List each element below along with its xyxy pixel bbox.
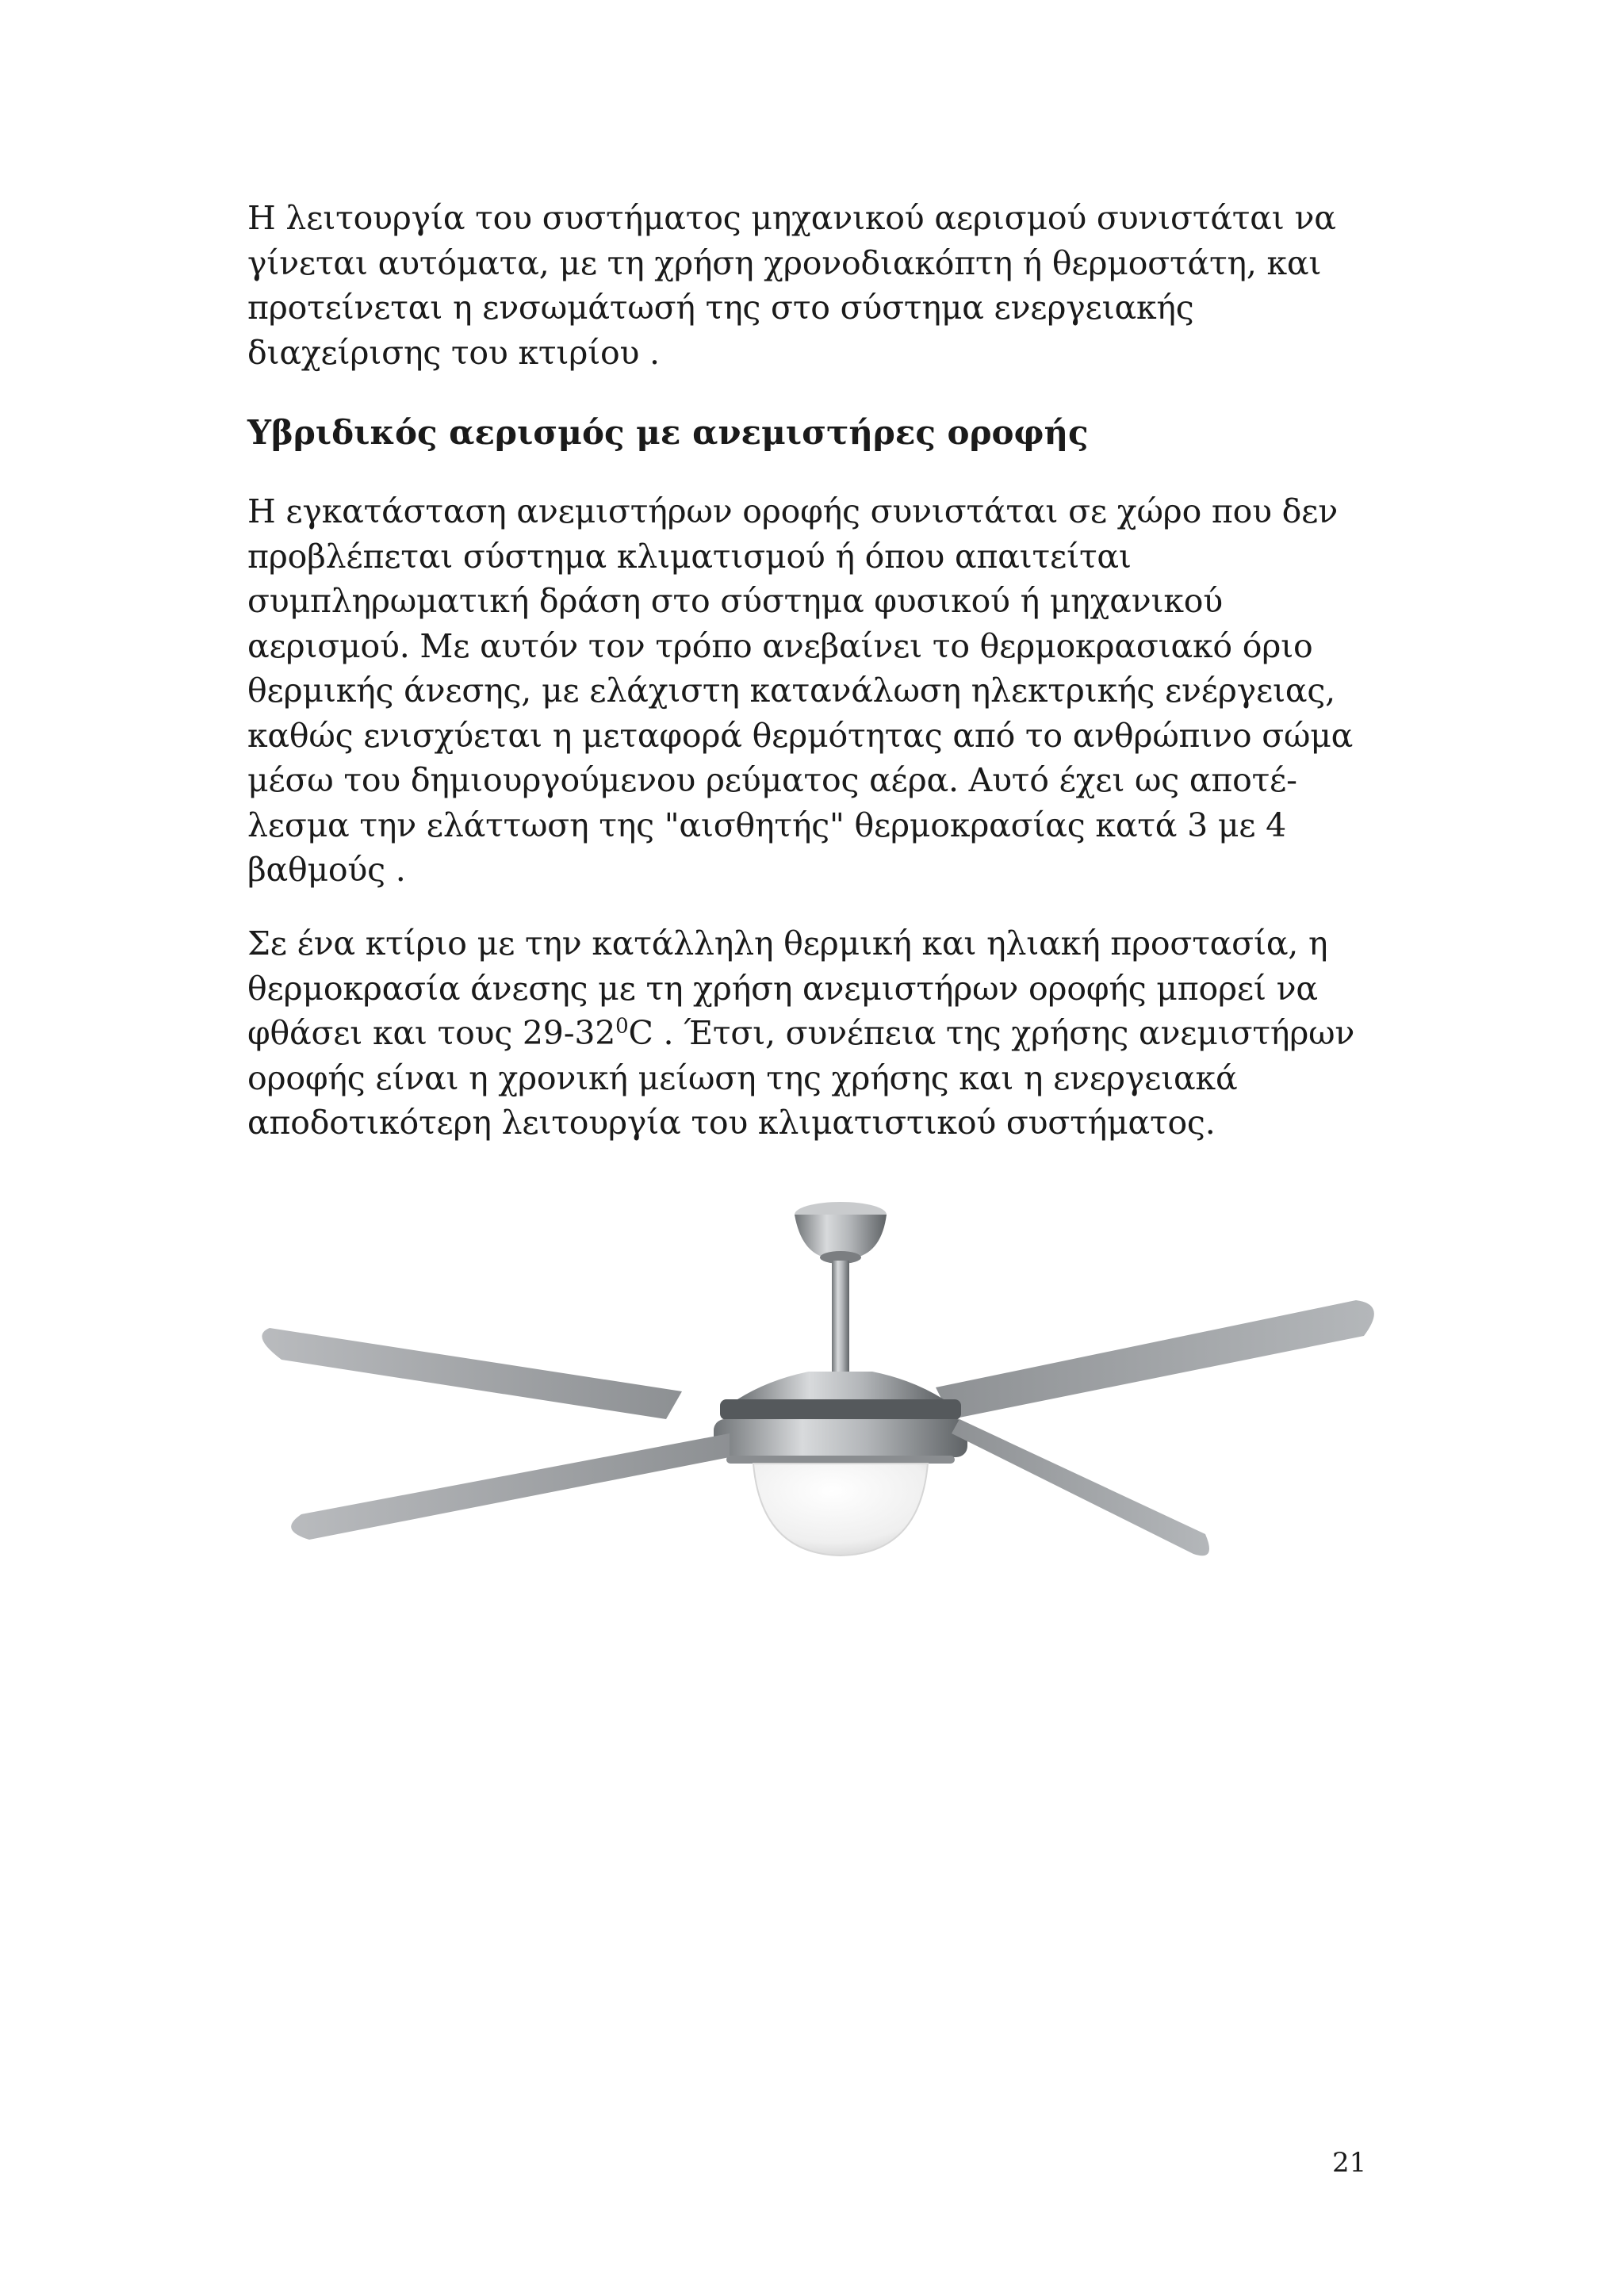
page-number: 21 bbox=[1332, 2147, 1367, 2179]
fan-blade-right-back bbox=[936, 1300, 1374, 1419]
light-globe bbox=[753, 1464, 928, 1556]
ceiling-fan-illustration bbox=[254, 1181, 1396, 1609]
paragraph-text-part: C . Έτσι, συνέπεια της χρήσης ανεμιστήρων οροφής είναι η χρονική μείωση της χρήσης και η ενεργειακά αποδοτικότερη λειτουργία του κλιματιστικού συστήματος. bbox=[247, 1014, 1355, 1142]
fan-blade-left-front bbox=[291, 1433, 730, 1540]
paragraph-comfort-temperature bbox=[247, 921, 1381, 1146]
paragraph-ceiling-fans bbox=[247, 489, 1381, 893]
paragraph-text bbox=[247, 921, 1381, 1146]
ceiling-fan-image bbox=[254, 1181, 1396, 1609]
motor-housing bbox=[714, 1372, 967, 1464]
downrod bbox=[832, 1261, 849, 1372]
paragraph-text-part: Σε ένα κτίριο με την κατάλληλη θερμική και ηλιακή προστασία, η θερμοκρασία άνεσης με τη χρήση ανεμιστήρων οροφής μπορεί να φθάσει και τους 29-32 bbox=[247, 924, 1328, 1052]
paragraph-text: Η λειτουργία του συστήματος μηχανικού αερισμού συνιστάται να γίνεται αυτόματα, με τη χρήση χρονοδιακόπτη ή θερμοστάτη, και προτείνεται η ενσωμάτωσή της στο σύστημα ενεργειακής διαχείρισης του κτιρίου . bbox=[247, 199, 1336, 372]
section-heading: Υβριδικός αερισμός με ανεμιστήρες οροφής bbox=[247, 413, 1089, 452]
degree-superscript: 0 bbox=[615, 1014, 629, 1039]
paragraph-ventilation-operation bbox=[247, 196, 1381, 375]
canopy bbox=[795, 1202, 887, 1264]
fan-blade-right-front bbox=[952, 1419, 1209, 1556]
paragraph-text: Η εγκατάσταση ανεμιστήρων οροφής συνιστάται σε χώρο που δεν προβλέπεται σύστημα κλιματισμού ή όπου απαιτείται συμπληρωματική δράση στο σύστημα φυσικού ή μηχανικού αερισμού. Με αυτόν τον τρόπο ανεβαίνει το θερμοκρασιακό όριο θερμικής άνεσης, με ελάχιστη κατανάλωση ηλεκτρικής ενέργειας, καθώς ενισχύεται η μεταφορά θερμότητας από το ανθρώπινο σώμα μέσω του δημιουργούμενου ρεύματος αέρα. Αυτό έχει ως αποτέ- λεσμα την ελάττωση της "αισθητής" θερμοκρασίας κατά 3 με 4 βαθμούς . bbox=[247, 492, 1354, 889]
fan-blade-left-back bbox=[262, 1328, 682, 1419]
